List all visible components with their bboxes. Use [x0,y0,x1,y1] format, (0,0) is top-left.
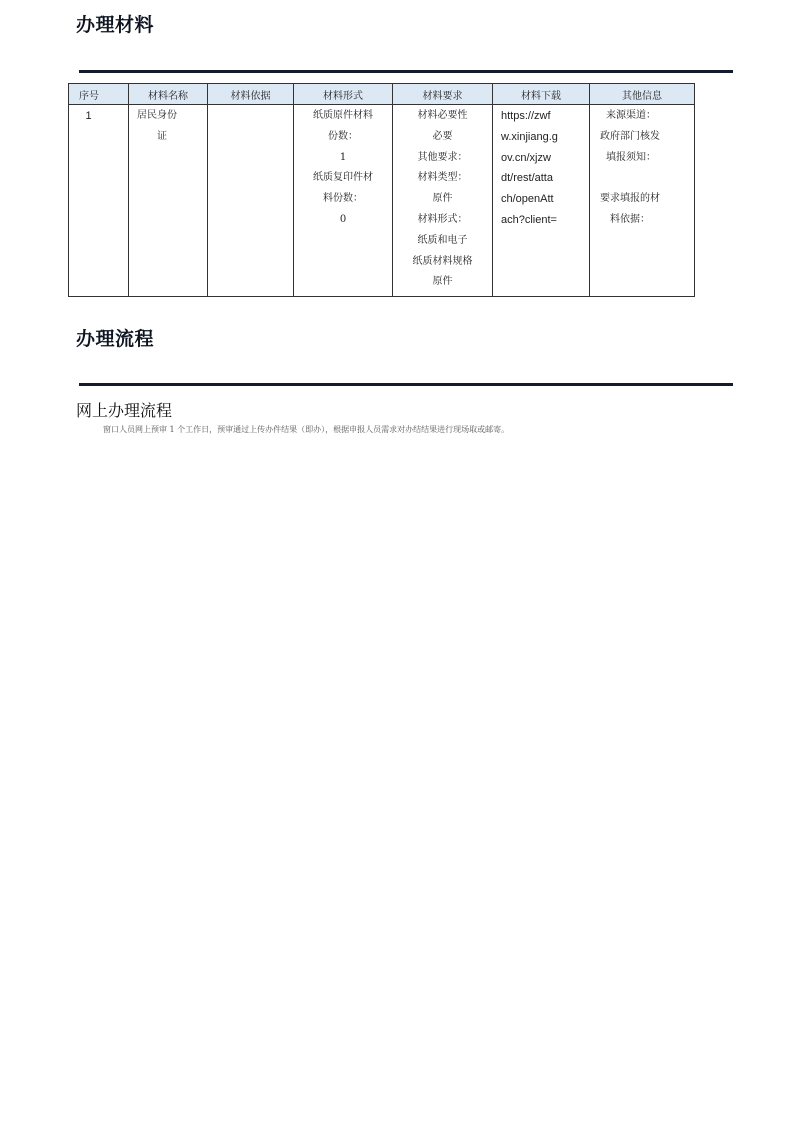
cell-requirement [393,105,493,297]
cell-line: 原件 [432,276,453,288]
name-lines [129,105,207,151]
header-seq: 序号 [69,84,129,105]
cell-name [129,105,208,297]
cell-line: 来源渠道： [606,110,656,121]
header-other: 其他信息 [590,84,695,105]
online-process-title: 网上办理流程 [76,401,173,420]
process-section-title: 办理流程 [76,328,155,350]
header-download: 材料下载 [493,84,590,105]
cell-line: w.xinjiang.g [501,130,558,143]
cell-line: 1 [85,110,92,122]
header-form: 材料形式 [294,84,393,105]
process-divider [79,383,733,386]
download-link[interactable] [493,105,589,234]
header-requirement: 材料要求 [393,84,493,105]
cell-line: 材料必要性 [417,110,468,121]
cell-line: 纸质和电子 [417,234,468,246]
cell-line: 必要 [432,130,453,142]
cell-line: 0 [339,213,347,225]
requirement-lines [393,105,492,296]
materials-table [68,83,695,297]
cell-line: 要求填报的材 [600,193,660,205]
cell-other [590,105,695,297]
process-note: 窗口人员网上预审 1 个工作日，预审通过上传办件结果（即办），根据申报人员需求对办结结果进行现场取或邮寄。 [103,425,510,434]
cell-line: ov.cn/xjzw [501,151,551,164]
cell-line: ch/openAtt [501,193,554,206]
cell-line: 原件 [432,193,453,205]
materials-section-title: 办理材料 [76,14,155,36]
cell-download [493,105,590,297]
header-name: 材料名称 [129,84,208,105]
cell-line: 份数： [328,130,358,142]
cell-line: 填报须知： [606,151,656,163]
seq-lines [69,105,128,130]
cell-line: 证 [157,130,167,142]
cell-line: 材料形式： [417,213,468,225]
cell-form [294,105,393,297]
cell-line: dt/rest/atta [501,172,553,185]
cell-line: 政府部门核发 [600,130,660,142]
basis-lines [208,105,293,109]
cell-line: 纸质原件材料 [313,110,373,121]
cell-seq [69,105,129,297]
cell-line: ach?client= [501,213,557,226]
cell-line: 料份数： [323,193,363,205]
cell-line: 1 [339,151,347,163]
cell-basis [208,105,294,297]
cell-line: 料依据： [610,213,650,225]
cell-line: 材料类型： [417,172,468,184]
other-lines [590,105,694,234]
table-header-row [69,84,695,105]
form-lines [294,105,392,234]
cell-line [590,171,694,192]
header-basis: 材料依据 [208,84,294,105]
cell-line: 纸质材料规格 [412,255,473,267]
cell-line: 居民身份 [137,110,177,121]
table-row [69,105,695,297]
cell-line: 纸质复印件材 [313,172,373,184]
cell-line: 其他要求： [417,151,468,163]
materials-divider [79,70,733,73]
cell-line: https://zwf [501,110,551,122]
